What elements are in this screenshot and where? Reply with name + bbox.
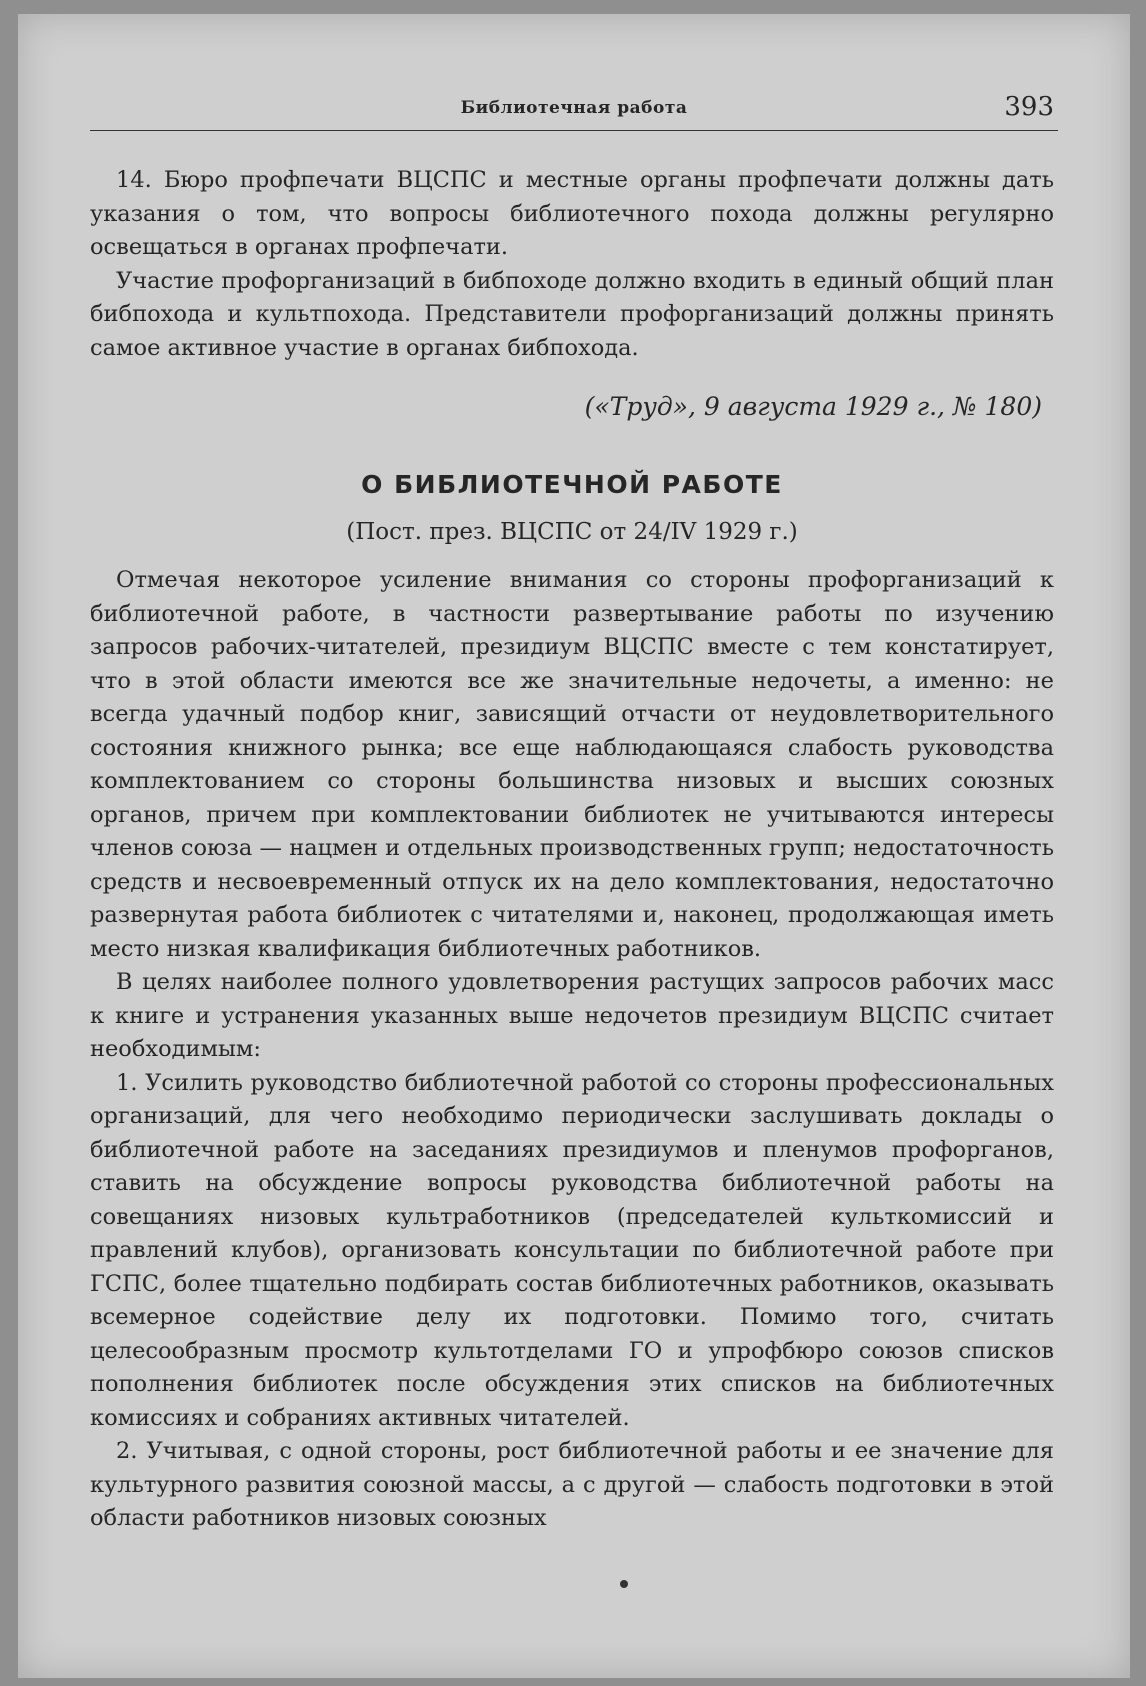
paragraph: 14. Бюро профпечати ВЦСПС и местные органы профпечати должны дать указания о том, что вопросы библиотечного похода должны регулярно освещаться в органах профпечати. — [90, 167, 1054, 260]
running-head: Библиотечная работа — [460, 98, 688, 118]
paragraph: 1. Усилить руководство библиотечной работой со стороны профессиональных организаций, для чего необходимо периодически заслушивать доклады о библиотечной работе на заседаниях президиумов и пленумов профорганов, ставить на обсуждение вопросы руководства библиотечной работы на совещаниях низовых культработников (председателей культкомиссий и правлений клубов), организовать консультации по библиотечной работе при ГСПС, более тщательно подбирать состав библиотечных работников, оказывать всемерное содействие делу их подготовки. Помимо того, считать целесообразным просмотр культотделами ГО и упрофбюро союзов списков пополнения библиотек после обсуждения этих списков на библиотечных комиссиях и собраниях активных читателей. — [90, 1069, 1054, 1431]
paragraph: 2. Учитывая, с одной стороны, рост библиотечной работы и ее значение для культурного развития союзной массы, а с другой — слабость подготовки в этой области работников низовых союзных — [90, 1438, 1054, 1531]
section-1-body — [90, 164, 1054, 365]
section-subtitle: (Пост. през. ВЦСПС от 24/IV 1929 г.) — [346, 519, 798, 545]
page-header — [90, 90, 1058, 131]
section-2-body — [90, 564, 1054, 1536]
source-citation: («Труд», 9 августа 1929 г., № 180) — [584, 392, 1042, 421]
page-number: 393 — [1004, 92, 1054, 122]
paragraph: Участие профорганизаций в бибпоходе должно входить в единый общий план бибпохода и культпохода. Представители профорганизаций должны принять самое активное участие в органах бибпохода. — [90, 267, 1054, 361]
ink-dot — [620, 1580, 628, 1588]
book-page — [18, 14, 1130, 1678]
paragraph: В целях наиболее полного удовлетворения растущих запросов рабочих масс к книге и устранения указанных выше недочетов президиум ВЦСПС считает необходимым: — [90, 969, 1054, 1062]
paragraph: Отмечая некоторое усиление внимания со стороны профорганизаций к библиотечной работе, в частности развертывание работы по изучению запросов рабочих-читателей, президиум ВЦСПС вместе с тем констатирует, что в этой области имеются все же значительные недочеты, а именно: не всегда удачный подбор книг, зависящий отчасти от неудовлетворительного состояния книжного рынка; все еще наблюдающаяся слабость руководства комплектованием со стороны большинства низовых и высших союзных органов, причем при комплектовании библиотек не учитываются интересы членов союза — нацмен и отдельных производственных групп; недостаточность средств и несвоевременный отпуск их на дело комплектования, недостаточно развернутая работа библиотек с читателями и, наконец, продолжающая иметь место низкая квалификация библиотечных работников. — [90, 567, 1054, 962]
section-title: О БИБЛИОТЕЧНОЙ РАБОТЕ — [361, 470, 783, 499]
